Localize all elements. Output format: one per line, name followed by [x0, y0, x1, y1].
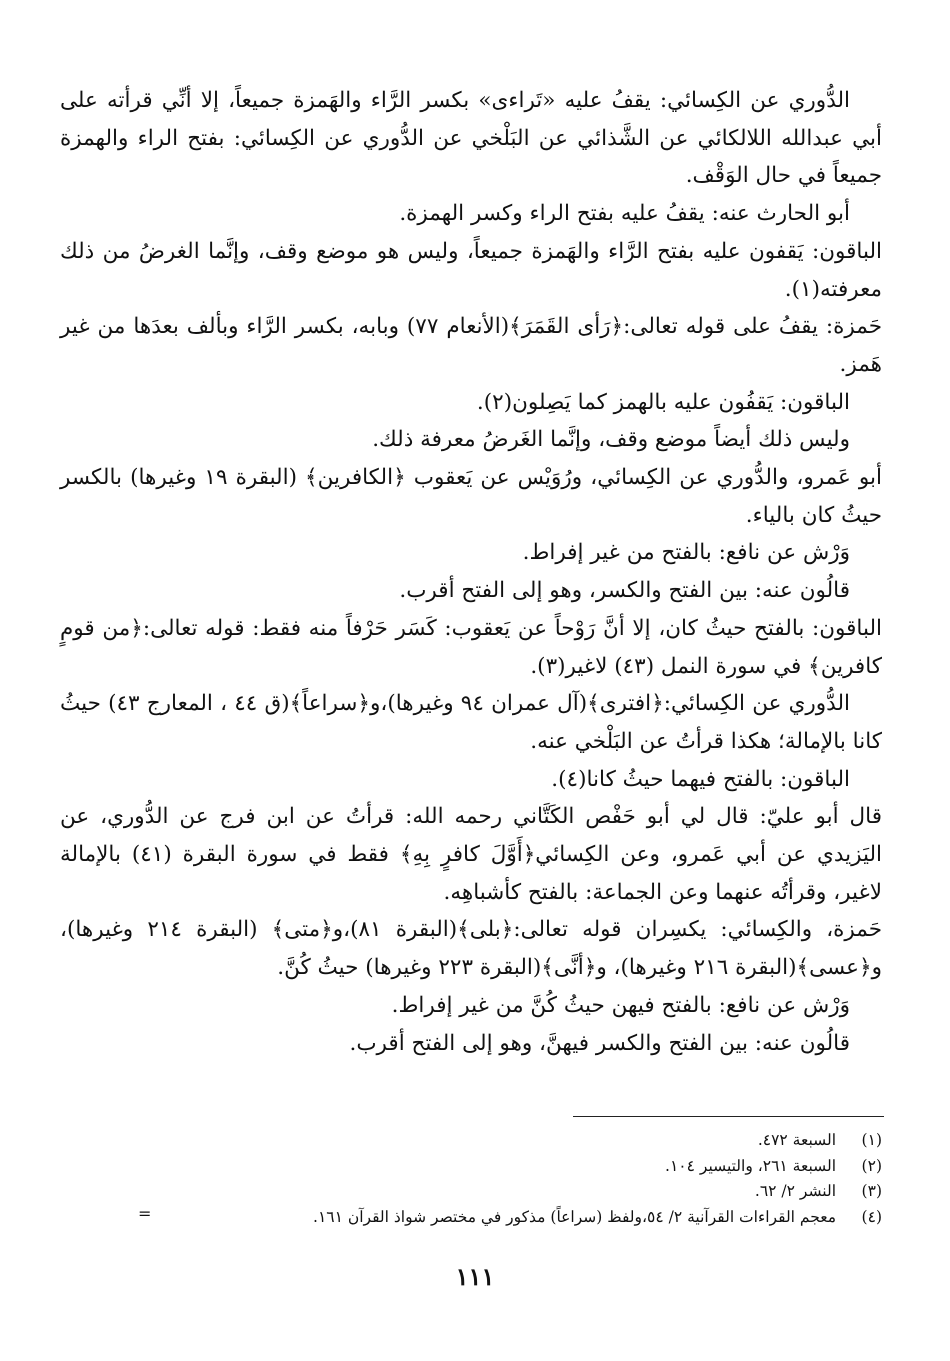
footnote-item: [120, 1128, 882, 1154]
footnote-item: [120, 1179, 882, 1205]
paragraph: حَمزة، والكِسائي: يكسِران قوله تعالى:﴿بلى﴾(البقرة ٨١)،و﴿متى﴾ (البقرة ٢١٤ وغيرها)، و﴿عسى﴾(البقرة ٢١٦ وغيرها)، و﴿أنَّى﴾(البقرة ٢٢٣ وغيرها) حيثُ كُنَّ.: [60, 917, 883, 981]
footnote-number: (٣): [861, 1182, 882, 1200]
footnote-item: [120, 1154, 882, 1180]
paragraph: قالُون عنه: بين الفتح والكسر، وهو إلى الفتح أقرب.: [399, 578, 850, 604]
footnotes: [120, 1128, 882, 1230]
footnote-text: النشر ٢/ ٦٢.: [754, 1182, 836, 1200]
footnote-number: (٤): [861, 1207, 882, 1226]
footnote-number: (٢): [861, 1156, 882, 1175]
main-text: [60, 82, 882, 1062]
paragraph: قالُون عنه: بين الفتح والكسر فيهنَّ، وهو إلى الفتح أقرب.: [349, 1030, 850, 1056]
footnote-text: السبعة ٤٧٢.: [757, 1131, 836, 1149]
paragraph: الدُّوري عن الكِسائي:﴿افترى﴾(آل عمران ٩٤ وغيرها)،و﴿سراعاً﴾(ق ٤٤ ، المعارج ٤٣) حيثُ كانا بالإمالة؛ هكذا قرأتُ عن البَلْخي عنه.: [60, 691, 882, 754]
paragraph: الباقون: يَقفون عليه بفتح الرَّاء والهَمزة جميعاً، وليس هو موضع وقف، وإنَّما الغرضُ من ذلك معرفته(١).: [60, 238, 882, 302]
paragraph: وَرْش عن نافع: بالفتح من غير إفراط.: [522, 540, 850, 566]
paragraph: أبو الحارث عنه: يقفُ عليه بفتح الراء وكسر الهمزة.: [399, 201, 850, 227]
paragraph: قال أبو عليّ: قال لي أبو حَفْص الكَتَّاني رحمه الله: قرأتُ عن ابن فرج عن الدُّوري، عن اليَزيدي عن أبي عَمرو، وعن الكِسائي﴿أَوَّلَ كافرٍ بِهِ﴾ فقط في سورة البقرة (٤١) بالإمالة لاغير، وقرأتُه عنهما وعن الجماعة: بالفتح كأشباهِه.: [60, 804, 882, 905]
footnote-divider: [573, 1116, 884, 1117]
footnote-item: [120, 1205, 882, 1231]
paragraph: الباقون: بالفتح حيثُ كان، إلا أنَّ رَوْحاً عن يَعقوب: كَسَر حَرْفاً منه فقط: قوله تعالى:﴿من قومٍ كافرين﴾ في سورة النمل (٤٣) لاغير(٣).: [60, 615, 882, 679]
footnote-number: (١): [861, 1131, 882, 1149]
footnote-text: معجم القراءات القرآنية ٢/ ٥٤،ولفظ (سراعاً) مذكور في مختصر شواذ القرآن ١٦١.: [313, 1207, 836, 1226]
paragraph: الباقون: يَقفُون عليه بالهمز كما يَصِلون(٢).: [476, 389, 850, 415]
paragraph: أبو عَمرو، والدُّوري عن الكِسائي، ورُوَيْس عن يَعقوب ﴿الكافرين﴾ (البقرة ١٩ وغيرها) بالكسر حيثُ كان بالياء.: [60, 465, 882, 528]
paragraph: حَمزة: يقفُ على قوله تعالى:﴿رَأى القَمَرَ﴾(الأنعام ٧٧) وبابه، بكسر الرَّاء وبألف بعدَها من غير هَمز.: [60, 314, 882, 377]
paragraph: الباقون: بالفتح فيهما حيثُ كانا(٤).: [551, 766, 850, 792]
footnote-text: السبعة ٢٦١، والتيسير ١٠٤.: [665, 1156, 836, 1175]
page-number: ١١١: [455, 1262, 495, 1291]
continuation-mark: =: [138, 1204, 152, 1223]
paragraph: وَرْش عن نافع: بالفتح فيهن حيثُ كُنَّ من غير إفراط.: [391, 992, 850, 1018]
paragraph: وليس ذلك أيضاً موضع وقف، وإنَّما الغَرضُ معرفة ذلك.: [372, 427, 850, 453]
paragraph: الدُّوري عن الكِسائي: يقفُ عليه «تَراءى» بكسر الرَّاء والهَمزة جميعاً، إلا أنِّي قرأته على أبي عبدالله اللالكائي عن الشَّذائي عن البَلْخي عن الدُّوري عن الكِسائي: بفتح الراء والهمزة جميعاً في حال الوَقْف.: [60, 88, 882, 189]
